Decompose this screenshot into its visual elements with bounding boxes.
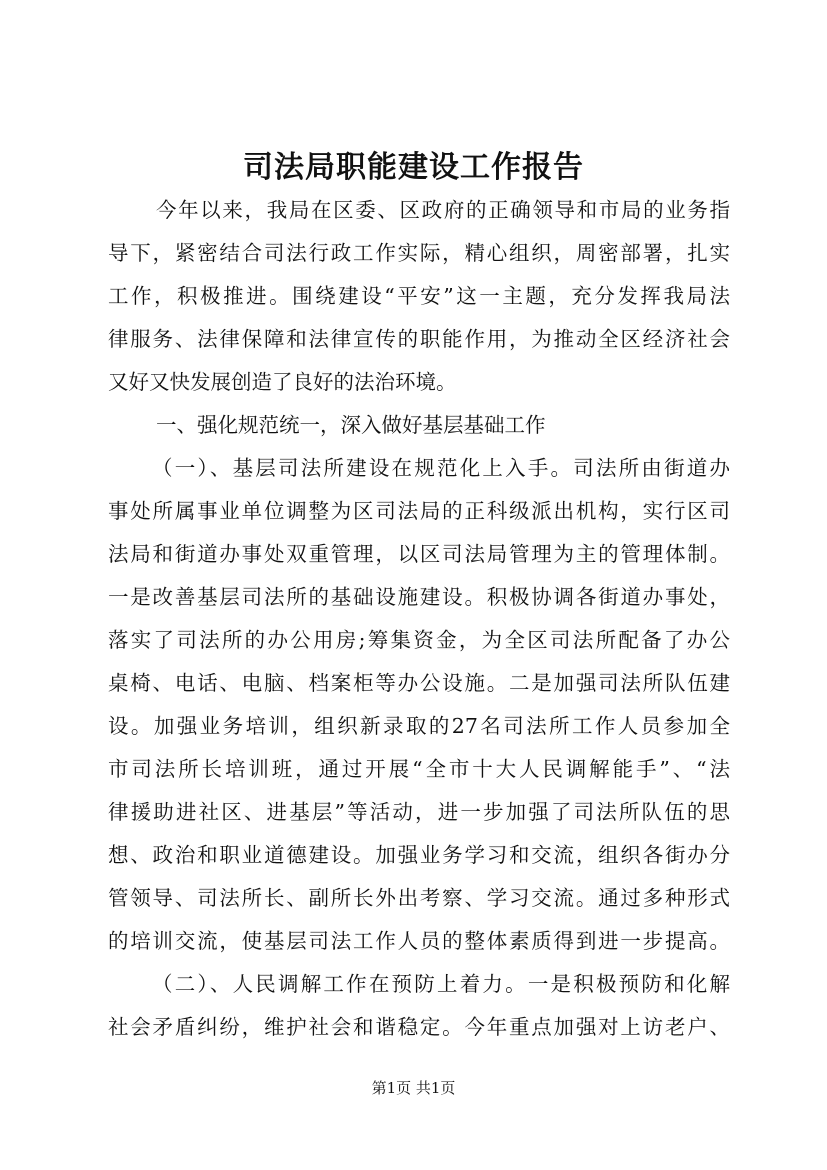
paragraph-line: 想、政治和职业道德建设。加强业务学习和交流，组织各街办分	[108, 843, 730, 867]
paragraph-line: 社会矛盾纠纷，维护社会和谐稳定。今年重点加强对上访老户、	[108, 1015, 730, 1039]
paragraph-line: 的培训交流，使基层司法工作人员的整体素质得到进一步提高。	[108, 929, 730, 953]
paragraph-line: （二）、人民调解工作在预防上着力。一是积极预防和化解	[152, 972, 730, 996]
paragraph-line: 工作，积极推进。围绕建设“平安”这一主题，充分发挥我局法	[108, 284, 730, 308]
paragraph-line: 律援助进社区、进基层”等活动，进一步加强了司法所队伍的思	[108, 800, 730, 824]
section-heading: 一、强化规范统一，深入做好基层基础工作	[156, 413, 546, 437]
paragraph-line: 市司法所长培训班，通过开展“全市十大人民调解能手”、“法	[108, 757, 730, 781]
page-footer: 第1页 共1页	[371, 1079, 456, 1097]
paragraph-line: 今年以来，我局在区委、区政府的正确领导和市局的业务指	[156, 198, 730, 222]
paragraph-line: 事处所属事业单位调整为区司法局的正科级派出机构，实行区司	[108, 499, 730, 523]
paragraph-line: 落实了司法所的办公用房;筹集资金，为全区司法所配备了办公	[108, 628, 730, 652]
paragraph-line: 管领导、司法所长、副所长外出考察、学习交流。通过多种形式	[108, 886, 730, 910]
paragraph-line: （一）、基层司法所建设在规范化上入手。司法所由街道办	[152, 456, 730, 480]
paragraph-line: 导下，紧密结合司法行政工作实际，精心组织，周密部署，扎实	[108, 241, 730, 265]
paragraph-line: 法局和街道办事处双重管理，以区司法局管理为主的管理体制。	[108, 542, 730, 566]
paragraph-line: 桌椅、电话、电脑、档案柜等办公设施。二是加强司法所队伍建	[108, 671, 730, 695]
paragraph-line: 律服务、法律保障和法律宣传的职能作用，为推动全区经济社会	[108, 327, 730, 351]
paragraph-line: 一是改善基层司法所的基础设施建设。积极协调各街道办事处，	[108, 585, 730, 609]
document-title: 司法局职能建设工作报告	[243, 150, 584, 185]
paragraph-line: 又好又快发展创造了良好的法治环境。	[108, 370, 457, 394]
paragraph-line: 设。加强业务培训，组织新录取的27名司法所工作人员参加全	[108, 714, 730, 738]
